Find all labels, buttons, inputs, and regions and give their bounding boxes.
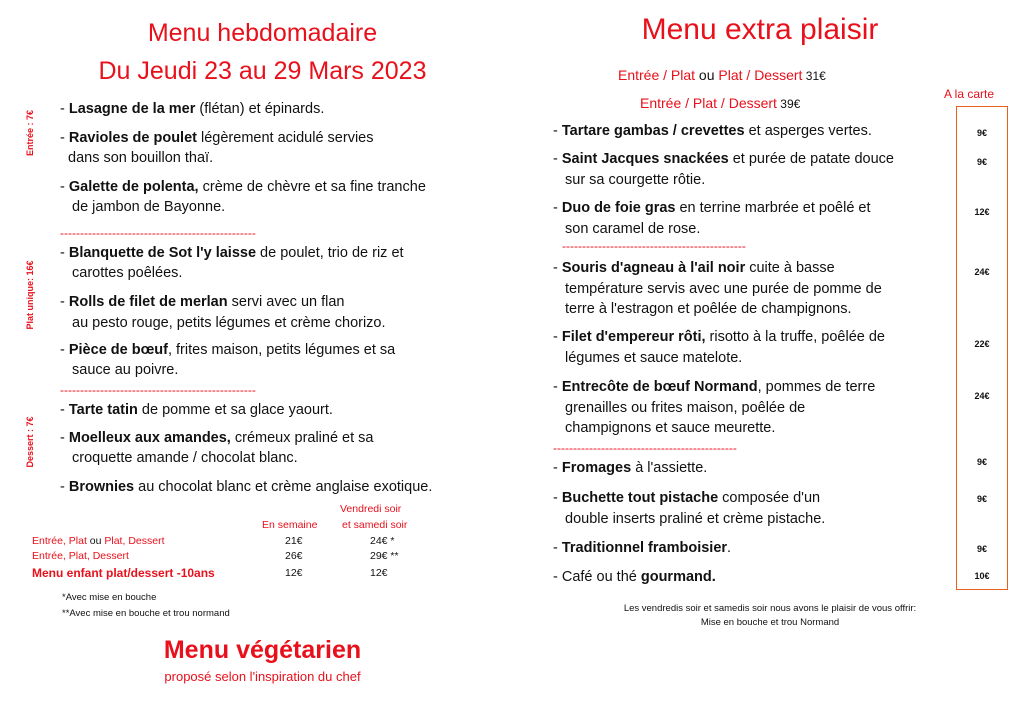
list-item: - Moelleux aux amandes, crémeux praliné et sa <box>60 430 374 446</box>
list-item-cont: légumes et sauce matelote. <box>565 350 743 366</box>
weekly-menu-dates: Du Jeudi 23 au 29 Mars 2023 <box>98 57 427 85</box>
list-item: - Lasagne de la mer (flétan) et épinards. <box>60 101 325 117</box>
footnote: **Avec mise en bouche et trou normand <box>62 608 230 619</box>
side-label-entree: Entrée : 7€ <box>25 109 35 157</box>
formula-1: Entrée / Plat ou Plat / Dessert 31€ <box>618 67 826 83</box>
footer-note: Les vendredis soir et samedis soir nous avons le plaisir de vous offrir: <box>623 603 917 614</box>
kids-menu-label: Menu enfant plat/dessert -10ans <box>32 566 215 580</box>
list-item-cont: terre à l'estragon et poêlée de champignons. <box>565 301 852 317</box>
list-item: - Saint Jacques snackées et purée de patate douce <box>553 151 894 167</box>
weekly-menu-title: Menu hebdomadaire <box>147 19 378 47</box>
price-value: 29€ ** <box>370 550 399 562</box>
list-item: - Café ou thé gourmand. <box>553 569 716 585</box>
separator: ---------------------------------------------- <box>553 442 737 454</box>
list-item: - Duo de foie gras en terrine marbrée et poêlé et <box>553 200 871 216</box>
list-item-cont: champignons et sauce meurette. <box>565 420 776 436</box>
list-item: - Galette de polenta, crème de chèvre et sa fine tranche <box>60 179 426 195</box>
list-item: - Blanquette de Sot l'y laisse de poulet, trio de riz et <box>60 245 404 261</box>
list-item-cont: dans son bouillon thaï. <box>68 150 214 166</box>
list-item: - Brownies au chocolat blanc et crème anglaise exotique. <box>60 479 433 495</box>
list-item-cont: double inserts praliné et crème pistache. <box>565 511 826 527</box>
list-item-cont: son caramel de rose. <box>565 221 701 237</box>
item-price: 22€ <box>974 339 990 349</box>
price-row-label: Entrée, Plat ou Plat, Dessert <box>32 535 165 547</box>
list-item-cont: de jambon de Bayonne. <box>72 199 226 215</box>
price-col1-header: En semaine <box>262 519 318 531</box>
vegetarian-menu-subtitle: proposé selon l'inspiration du chef <box>164 669 361 684</box>
item-price: 10€ <box>974 571 990 581</box>
list-item: - Entrecôte de bœuf Normand, pommes de terre <box>553 379 876 395</box>
list-item: - Rolls de filet de merlan servi avec un flan <box>60 294 345 310</box>
price-col2-header-2: et samedi soir <box>342 519 408 531</box>
list-item: - Ravioles de poulet légèrement acidulé servies <box>60 130 374 146</box>
list-item: - Tarte tatin de pomme et sa glace yaourt. <box>60 402 333 418</box>
vegetarian-menu-title: Menu végétarien <box>163 636 362 664</box>
separator: ---------------------------------------------- <box>562 240 746 252</box>
price-value: 24€ * <box>370 535 395 547</box>
item-price: 9€ <box>976 457 987 467</box>
a-la-carte-label: A la carte <box>944 87 995 101</box>
list-item: - Filet d'empereur rôti, risotto à la truffe, poêlée de <box>553 329 885 345</box>
list-item-cont: grenailles ou frites maison, poêlée de <box>565 400 806 416</box>
item-price: 24€ <box>974 391 990 401</box>
list-item-cont: sauce au poivre. <box>72 362 179 378</box>
list-item-cont: sur sa courgette rôtie. <box>565 172 706 188</box>
list-item: - Tartare gambas / crevettes et asperges vertes. <box>553 123 872 139</box>
price-col2-header-1: Vendredi soir <box>340 503 402 515</box>
list-item: - Souris d'agneau à l'ail noir cuite à basse <box>553 260 835 276</box>
item-price: 9€ <box>976 128 987 138</box>
price-value: 26€ <box>285 550 303 562</box>
side-label-dessert: Dessert : 7€ <box>25 416 35 468</box>
item-price: 9€ <box>976 544 987 554</box>
price-value: 21€ <box>285 535 303 547</box>
price-row-label: Entrée, Plat, Dessert <box>32 550 129 562</box>
item-price: 9€ <box>976 494 987 504</box>
list-item-cont: au pesto rouge, petits légumes et crème chorizo. <box>72 315 386 331</box>
footnote: *Avec mise en bouche <box>62 592 157 603</box>
item-price: 9€ <box>976 157 987 167</box>
separator: ------------------------------------------------- <box>60 227 256 239</box>
item-price: 12€ <box>974 207 990 217</box>
list-item: - Traditionnel framboisier. <box>553 540 732 556</box>
side-label-plat: Plat unique: 16€ <box>25 260 35 330</box>
list-item: - Pièce de bœuf, frites maison, petits légumes et sa <box>60 342 396 358</box>
list-item: - Fromages à l'assiette. <box>553 460 708 476</box>
extra-menu-title: Menu extra plaisir <box>641 13 879 46</box>
list-item-cont: croquette amande / chocolat blanc. <box>72 450 298 466</box>
list-item-cont: carottes poêlées. <box>72 265 183 281</box>
list-item-cont: température servis avec une purée de pomme de <box>565 281 882 297</box>
formula-2: Entrée / Plat / Dessert 39€ <box>640 95 801 111</box>
list-item: - Buchette tout pistache composée d'un <box>553 490 821 506</box>
item-price: 24€ <box>974 267 990 277</box>
footer-note: Mise en bouche et trou Normand <box>700 617 840 628</box>
price-value: 12€ <box>370 567 388 579</box>
price-value: 12€ <box>285 567 303 579</box>
separator: ------------------------------------------------- <box>60 384 256 396</box>
